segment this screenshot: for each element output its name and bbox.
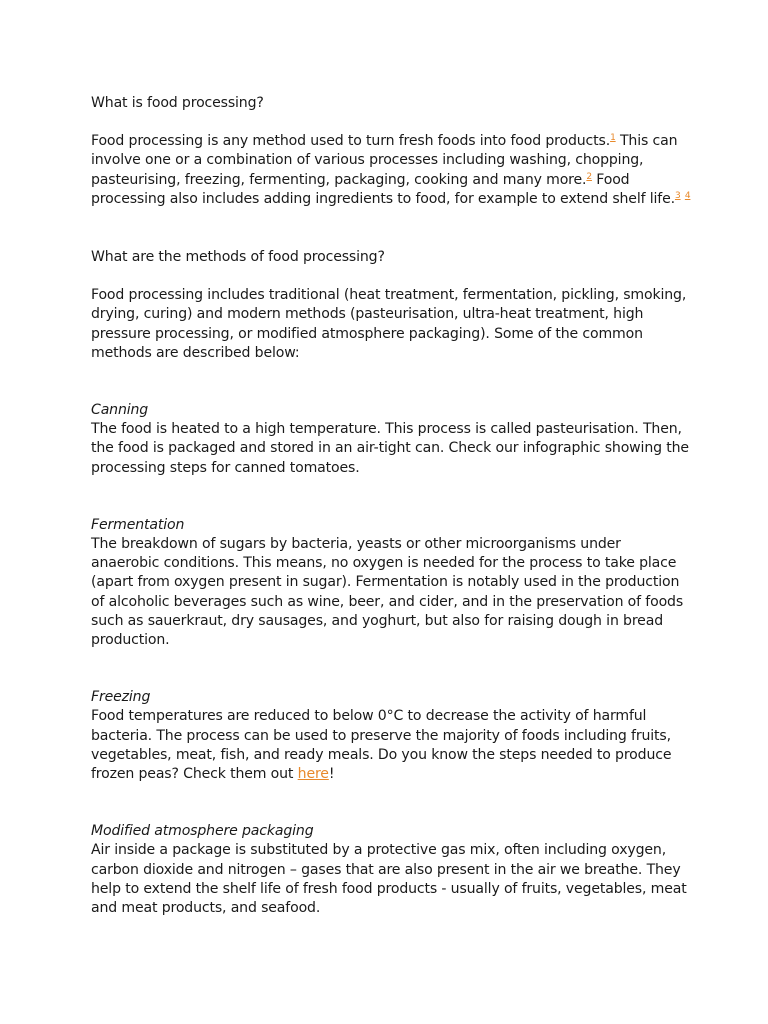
section-canning (91, 401, 691, 478)
section-fermentation (91, 516, 691, 650)
section-freezing (91, 688, 691, 784)
section-title-canning: Canning (91, 402, 149, 419)
section-title-map: Modified atmosphere packaging (91, 823, 314, 840)
section-text-map: Air inside a package is substituted by a protective gas mix, often including oxygen, carbon dioxide and nitrogen – gases that are also present in the air we breathe. They help to extend the shelf life of fresh food products - usually of fruits, vegetables, meat and meat products, and seafood. (91, 842, 687, 917)
section-text-freezing (91, 707, 691, 784)
paragraph-text-part-3: Food processing also includes adding ingredients to food, for example to extend shelf life. (91, 171, 675, 207)
paragraph-text-part-1: Food processing is any method used to turn fresh foods into food products. (91, 133, 611, 150)
footnote-ref-3[interactable]: 3 (674, 190, 681, 201)
heading-methods-of-food-processing: What are the methods of food processing? (91, 249, 385, 266)
freezing-text-end: ! (328, 766, 335, 783)
footnote-ref-2[interactable]: 2 (586, 171, 592, 182)
heading-what-is-food-processing: What is food processing? (91, 95, 264, 111)
document-body (91, 94, 691, 956)
section-modified-atmosphere-packaging (91, 822, 691, 918)
section-title-fermentation: Fermentation (91, 516, 185, 533)
freezing-text: Food temperatures are reduced to below 0°C to decrease the activity of harmful bacteria. The process can be used to preserve the majority of foods including fruits, vegetables, meat, fish, and ready meals. Do you know the steps needed to produce frozen peas? Check them out (91, 708, 672, 783)
paragraph-food-processing-definition (91, 132, 691, 209)
frozen-peas-link[interactable]: here (297, 766, 329, 783)
footnote-ref-4[interactable]: 4 (684, 190, 691, 201)
section-text-fermentation: The breakdown of sugars by bacteria, yeasts or other microorganisms under anaerobic conditions. This means, no oxygen is needed for the process to take place (apart from oxygen present in sugar). Fermentation is notably used in the production of alcoholic beverages such as wine, beer, and cider, and in the preservation of foods such as sauerkraut, dry sausages, and yoghurt, but also for raising dough in bread production. (91, 536, 684, 649)
section-text-canning: The food is heated to a high temperature. This process is called pasteurisation. Then, the food is packaged and stored in an air-tight can. Check our infographic showing the processing steps for canned tomatoes. (91, 421, 689, 476)
paragraph-methods-overview: Food processing includes traditional (heat treatment, fermentation, pickling, smoking, drying, curing) and modern methods (pasteurisation, ultra-heat treatment, high pressure processing, or modified atmosphere packaging). Some of the common methods are described below: (91, 287, 687, 361)
footnote-ref-1[interactable]: 1 (610, 133, 616, 144)
section-title-freezing: Freezing (91, 689, 151, 706)
paragraph-text-part-2: This can involve one or a combination of various processes including washing, chopping, pasteurising, freezing, fermenting, packaging, cooking and many more. (91, 133, 678, 188)
